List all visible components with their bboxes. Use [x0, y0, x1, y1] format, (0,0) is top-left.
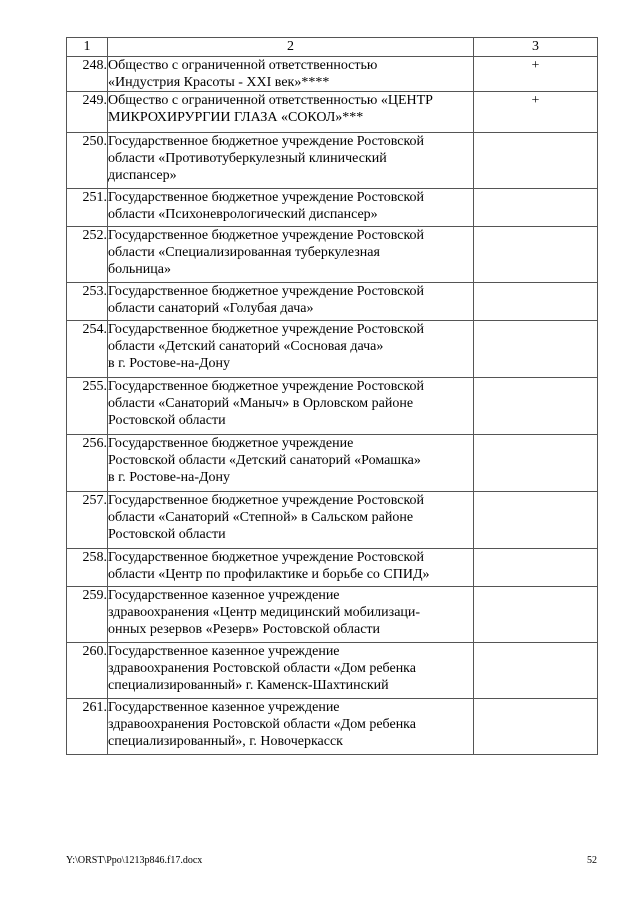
participation-mark [474, 378, 598, 435]
row-number: 255. [67, 378, 108, 435]
organization-name-line: Государственное бюджетное учреждение Ростовской [108, 322, 425, 337]
organization-name-line: области «Детский санаторий «Сосновая дача» [108, 339, 384, 354]
organization-name-line: специализированный», г. Новочеркасск [108, 734, 343, 749]
table-row [67, 321, 598, 378]
organization-name [108, 57, 474, 92]
table-row [67, 435, 598, 492]
organization-name-line: Государственное бюджетное учреждение Ростовской [108, 379, 425, 394]
organization-name-line: Государственное бюджетное учреждение Ростовской [108, 134, 425, 149]
participation-mark: + [474, 57, 598, 92]
header-col-2: 2 [108, 38, 474, 57]
row-number: 258. [67, 549, 108, 587]
participation-mark [474, 549, 598, 587]
row-number: 253. [67, 283, 108, 321]
organization-name-line: области «Центр по профилактике и борьбе со СПИД» [108, 567, 430, 582]
participation-mark [474, 587, 598, 643]
participation-mark [474, 699, 598, 755]
organization-name-line: Общество с ограниченной ответственностью [108, 58, 378, 73]
organization-name-line: специализированный» г. Каменск-Шахтинский [108, 678, 389, 693]
organization-name [108, 699, 474, 755]
row-number: 261. [67, 699, 108, 755]
organization-name [108, 92, 474, 133]
organization-name-line: области «Санаторий «Степной» в Сальском районе [108, 510, 414, 525]
organization-name [108, 321, 474, 378]
row-number: 250. [67, 133, 108, 189]
organization-name-line: Государственное бюджетное учреждение Ростовской [108, 228, 425, 243]
row-number: 260. [67, 643, 108, 699]
organization-name-line: области «Противотуберкулезный клинический [108, 151, 387, 166]
organization-name [108, 189, 474, 227]
table-row [67, 549, 598, 587]
organization-name-line: в г. Ростове-на-Дону [108, 356, 231, 371]
row-number: 248. [67, 57, 108, 92]
organization-name-line: в г. Ростове-на-Дону [108, 470, 231, 485]
table-row [67, 283, 598, 321]
organization-name-line: Ростовской области [108, 527, 226, 542]
organization-name-line: Государственное казенное учреждение [108, 644, 340, 659]
page-number: 52 [587, 855, 597, 866]
participation-mark [474, 189, 598, 227]
organization-name [108, 378, 474, 435]
organization-name-line: МИКРОХИРУРГИИ ГЛАЗА «СОКОЛ»*** [108, 110, 364, 125]
organization-name-line: онных резервов «Резерв» Ростовской области [108, 622, 381, 637]
organization-name-line: Общество с ограниченной ответственностью «ЦЕНТР [108, 93, 433, 108]
table-row [67, 378, 598, 435]
organizations-table [66, 37, 598, 755]
table-row [67, 133, 598, 189]
row-number: 249. [67, 92, 108, 133]
table-row [67, 699, 598, 755]
table-row [67, 227, 598, 283]
row-number: 259. [67, 587, 108, 643]
table-row [67, 492, 598, 549]
organization-name-line: области «Психоневрологический диспансер» [108, 207, 378, 222]
organization-name-line: Государственное бюджетное учреждение Ростовской [108, 550, 425, 565]
header-col-3: 3 [474, 38, 598, 57]
organization-name-line: Ростовской области [108, 413, 226, 428]
organization-name [108, 643, 474, 699]
organization-name-line: здравоохранения «Центр медицинский мобилизаци- [108, 605, 421, 620]
organization-name [108, 435, 474, 492]
organization-name-line: Государственное бюджетное учреждение Ростовской [108, 493, 425, 508]
organization-name-line: Государственное бюджетное учреждение [108, 436, 354, 451]
participation-mark [474, 321, 598, 378]
participation-mark [474, 492, 598, 549]
organization-name-line: Государственное казенное учреждение [108, 700, 340, 715]
organization-name-line: области «Санаторий «Маныч» в Орловском районе [108, 396, 414, 411]
table-row [67, 189, 598, 227]
organization-name-line: «Индустрия Красоты - XXI век»**** [108, 75, 330, 90]
table-header-row [67, 38, 598, 57]
organization-name [108, 549, 474, 587]
table-row [67, 643, 598, 699]
organization-name-line: Ростовской области «Детский санаторий «Ромашка» [108, 453, 421, 468]
organization-name-line: больница» [108, 262, 171, 277]
organization-name [108, 492, 474, 549]
organization-name-line: области «Специализированная туберкулезная [108, 245, 380, 260]
row-number: 251. [67, 189, 108, 227]
row-number: 254. [67, 321, 108, 378]
organization-name-line: Государственное бюджетное учреждение Ростовской [108, 284, 425, 299]
table-row [67, 587, 598, 643]
organization-name [108, 133, 474, 189]
participation-mark: + [474, 92, 598, 133]
header-col-1: 1 [67, 38, 108, 57]
table-body [67, 57, 598, 755]
participation-mark [474, 133, 598, 189]
table-row [67, 57, 598, 92]
organization-name-line: Государственное бюджетное учреждение Ростовской [108, 190, 425, 205]
participation-mark [474, 435, 598, 492]
organization-name-line: здравоохранения Ростовской области «Дом ребенка [108, 661, 416, 676]
participation-mark [474, 227, 598, 283]
participation-mark [474, 283, 598, 321]
row-number: 252. [67, 227, 108, 283]
organization-name-line: области санаторий «Голубая дача» [108, 301, 314, 316]
organization-name-line: диспансер» [108, 168, 177, 183]
organization-name-line: Государственное казенное учреждение [108, 588, 340, 603]
table-row [67, 92, 598, 133]
organization-name [108, 283, 474, 321]
row-number: 256. [67, 435, 108, 492]
organization-name [108, 587, 474, 643]
organization-name-line: здравоохранения Ростовской области «Дом ребенка [108, 717, 416, 732]
participation-mark [474, 643, 598, 699]
footer-file-path: Y:\ORST\Ppo\1213p846.f17.docx [66, 855, 203, 866]
organization-name [108, 227, 474, 283]
row-number: 257. [67, 492, 108, 549]
